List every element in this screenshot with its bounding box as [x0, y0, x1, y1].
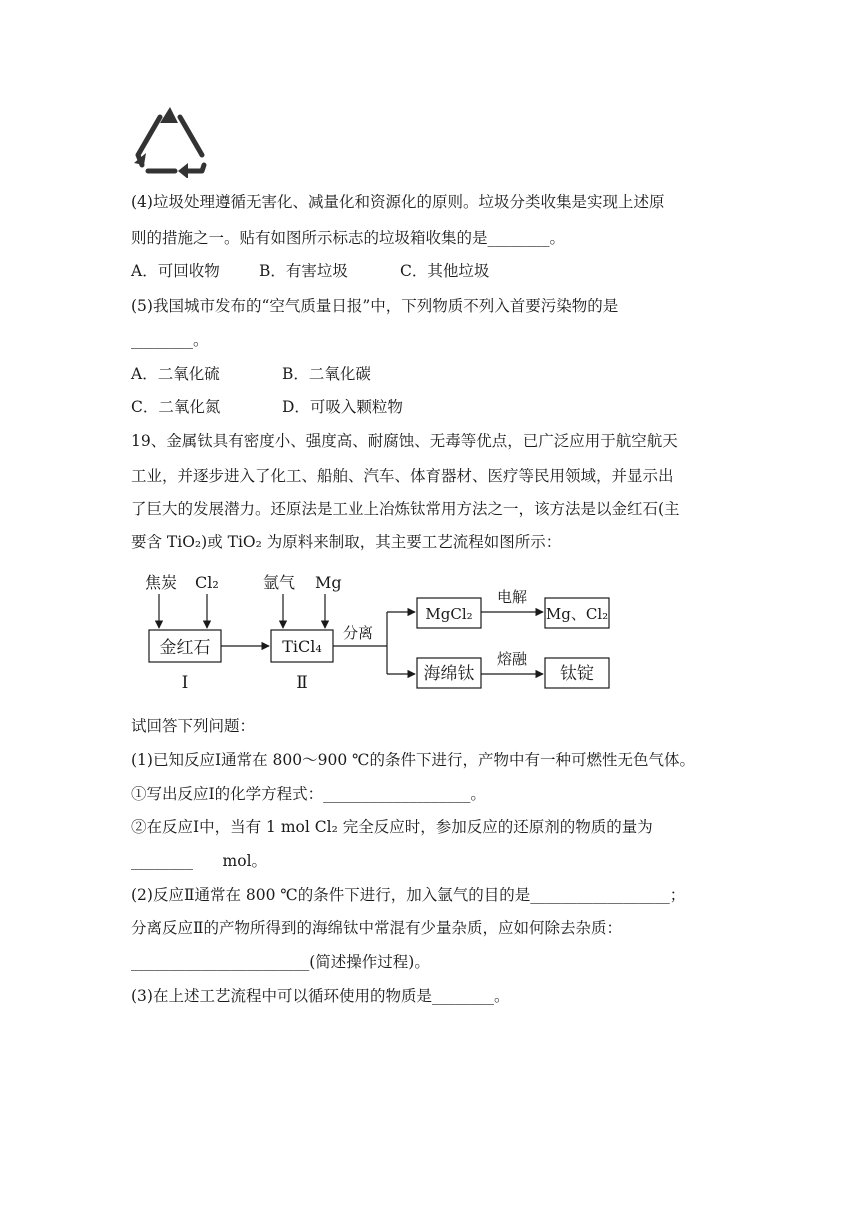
q19-intro-line2: 工业，并逐步进入了化工、船舶、汽车、体育器材、医疗等民用领域，并显示出 — [131, 467, 674, 485]
option-b: B．有害垃圾 — [259, 262, 348, 280]
box-label-sponge-ti: 海绵钛 — [423, 664, 475, 684]
recycle-icon — [130, 103, 210, 178]
label-reaction-2: Ⅱ — [296, 673, 308, 693]
box-label-ti-ingot: 钛锭 — [560, 664, 594, 684]
q18-part5-line1: (5)我国城市发布的“空气质量日报”中，下列物质不列入首要污染物的是 — [131, 297, 619, 315]
q2-line2: 分离反应Ⅱ的产物所得到的海绵钛中常混有少量杂质，应如何除去杂质： — [131, 919, 623, 937]
input-mg: Mg — [315, 573, 342, 592]
option-a: A．可回收物 — [131, 262, 220, 280]
q18-part4-line2: 则的措施之一。贴有如图所示标志的垃圾箱收集的是________。 — [131, 229, 566, 247]
label-reaction-1: Ⅰ — [181, 673, 189, 693]
answer-prompt: 试回答下列问题： — [131, 717, 256, 735]
q1-line2: ①写出反应Ⅰ的化学方程式：___________________。 — [131, 785, 486, 803]
box-label-mgcl2: MgCl₂ — [425, 605, 473, 623]
arrow-label-melting: 熔融 — [497, 650, 528, 668]
option-d: D．可吸入颗粒物 — [282, 398, 403, 416]
arrow-label-electrolysis: 电解 — [497, 588, 528, 606]
q19-intro-line1: 19、金属钛具有密度小、强度高、耐腐蚀、无毒等优点，已广泛应用于航空航天 — [131, 432, 678, 450]
input-cl2: Cl₂ — [195, 573, 219, 592]
option-a: A．二氧化硫 — [131, 365, 220, 383]
q2-line1: (2)反应Ⅱ通常在 800 ℃的条件下进行，加入氩气的目的是__________________； — [131, 886, 686, 904]
box-label-ticl4: TiCl₄ — [282, 637, 322, 656]
option-c: C．二氧化氮 — [131, 398, 221, 416]
input-argon: 氩气 — [263, 573, 296, 592]
box-label-rutile: 金红石 — [159, 638, 211, 658]
input-coke: 焦炭 — [145, 573, 178, 592]
q18-part4-line1: (4)垃圾处理遵循无害化、减量化和资源化的原则。垃圾分类收集是实现上述原 — [131, 193, 665, 211]
box-label-mg-cl2: Mg、Cl₂ — [545, 605, 609, 623]
q1-line3: ②在反应Ⅰ中，当有 1 mol Cl₂ 完全反应时，参加反应的还原剂的物质的量为 — [131, 818, 653, 836]
q19-intro-line4: 要含 TiO₂)或 TiO₂ 为原料来制取，其主要工艺流程如图所示： — [131, 533, 562, 551]
q2-line3: _______________________(简述操作过程)。 — [131, 953, 430, 971]
process-flow-diagram — [135, 566, 615, 702]
q1-line4: ________ mol。 — [131, 852, 268, 870]
q18-part5-line2: ________。 — [131, 331, 209, 349]
q3-line1: (3)在上述工艺流程中可以循环使用的物质是________。 — [131, 987, 510, 1005]
q19-intro-line3: 了巨大的发展潜力。还原法是工业上冶炼钛常用方法之一，该方法是以金红石(主 — [131, 500, 680, 518]
arrow-label-separation: 分离 — [343, 624, 374, 642]
option-c: C．其他垃圾 — [400, 262, 490, 280]
option-b: B．二氧化碳 — [282, 365, 371, 383]
q1-line1: (1)已知反应Ⅰ通常在 800～900 ℃的条件下进行，产物中有一种可燃性无色气体。 — [131, 751, 695, 769]
